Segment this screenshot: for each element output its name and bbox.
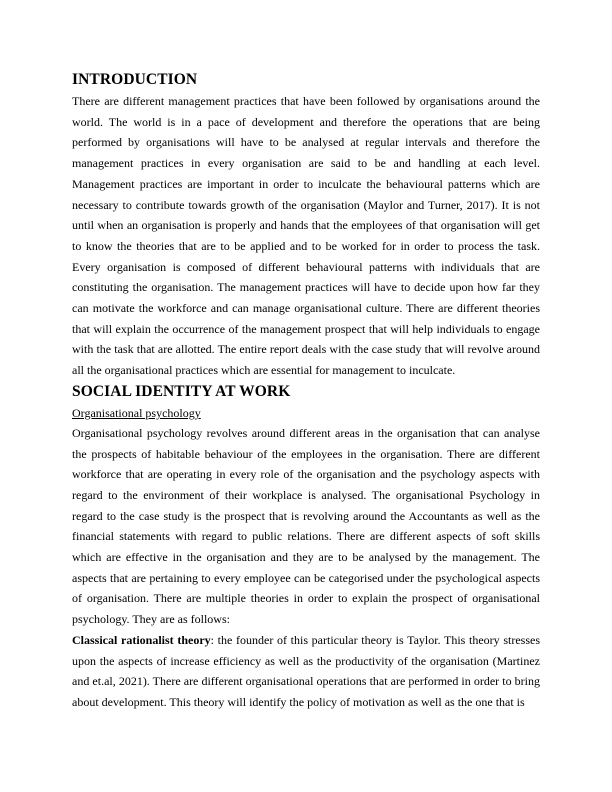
classical-rationalist-text: : the founder of this particular theory is Taylor. This theory stresses upon the aspects of increase efficiency as well as the productivity of the organisation (Martinez and et.al, 2021). There are different organisational operations that are performed in order to bring about development. This theory will identify the policy of motivation as well as the one that is <box>72 632 541 709</box>
document-page <box>72 70 540 713</box>
classical-rationalist-term: Classical rationalist theory <box>72 632 211 647</box>
organisational-psychology-subheading: Organisational psychology <box>72 405 201 420</box>
classical-rationalist-paragraph <box>72 630 540 713</box>
introduction-heading: INTRODUCTION <box>72 71 198 88</box>
organisational-psychology-paragraph: Organisational psychology revolves around different areas in the organisation that can analyse the prospects of habitable behaviour of the employees in the organisation. There are different workforce that are operating in every role of the organisation and the psychology aspects with regard to the environment of their workplace is analysed. The organisational Psychology in regard to the case study is the prospect that is revolving around the Accountants as well as the financial statements with regard to public relations. There are different aspects of soft skills which are effective in the organisation and they are to be analysed by the management. The aspects that are pertaining to every employee can be categorised under the psychological aspects of organisation. There are multiple theories in order to explain the prospect of organisational psychology. They are as follows: <box>72 425 540 627</box>
social-identity-heading: SOCIAL IDENTITY AT WORK <box>72 382 291 400</box>
introduction-paragraph: There are different management practices that have been followed by organisations around the world. The world is in a pace of development and therefore the operations that are being performed by organisations will have to be analysed at regular intervals and therefore the management practices in every organisation are said to be and handling at each level. Management practices are important in order to inculcate the behavioural patterns which are necessary to contribute towards growth of the organisation (Maylor and Turner, 2017). It is not until when an organisation is properly and hands that the employees of that organisation will get to know the theories that are to be applied and to be worked for in order to process the task. Every organisation is composed of different behavioural patterns with individuals that are constituting the organisation. The management practices will have to decide upon how far they can motivate the workforce and can manage organisational culture. There are different theories that will explain the occurrence of the management prospect that will help individuals to engage with the task that are allotted. The entire report deals with the case study that will revolve around all the organisational practices which are essential for management to inculcate. <box>72 94 540 378</box>
